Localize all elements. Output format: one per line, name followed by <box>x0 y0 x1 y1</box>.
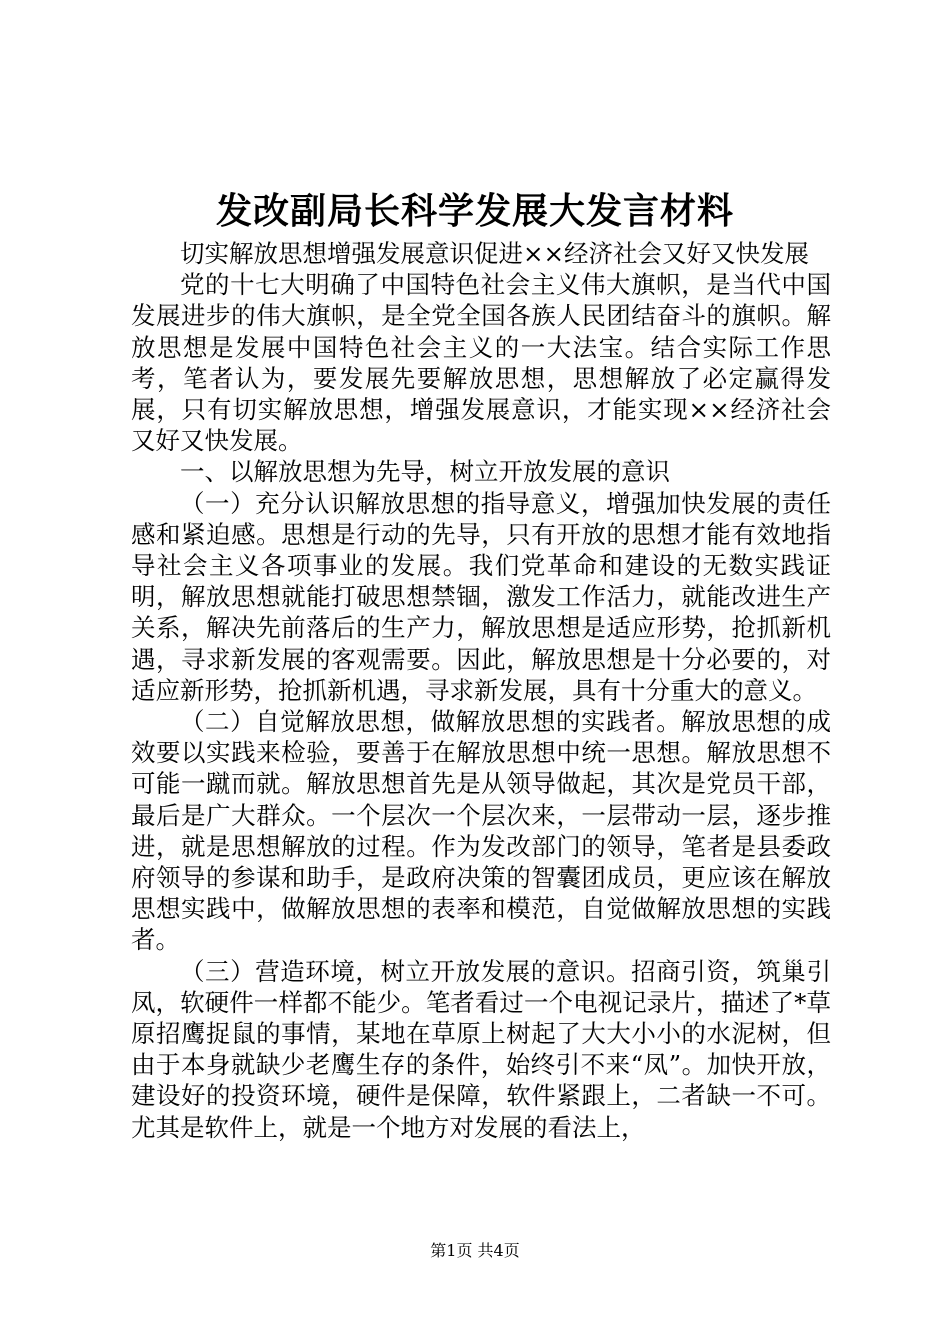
body-paragraph: （二）自觉解放思想，做解放思想的实践者。解放思想的成效要以实践来检验，要善于在解放思想中统一思想。解放思想不可能一蹴而就。解放思想首先是从领导做起，其次是党员干部，最后是广大群众。一个层次一个层次来，一层带动一层，逐步推进，就是思想解放的过程。作为发改部门的领导，笔者是县委政府领导的参谋和助手，是政府决策的智囊团成员，更应该在解放思想实践中，做解放思想的表率和模范，自觉做解放思想的实践者。 <box>131 707 831 955</box>
document-title: 发改副局长科学发展大发言材料 <box>215 190 734 232</box>
body-paragraph: （一）充分认识解放思想的指导意义，增强加快发展的责任感和紧迫感。思想是行动的先导，只有开放的思想才能有效地指导社会主义各项事业的发展。我们党革命和建设的无数实践证明，解放思想就能打破思想禁锢，激发工作活力，就能改进生产关系，解决先前落后的生产力，解放思想是适应形势，抢抓新机遇，寻求新发展的客观需要。因此，解放思想是十分必要的，对适应新形势，抢抓新机遇，寻求新发展，具有十分重大的意义。 <box>131 488 831 705</box>
document-body <box>131 238 831 1143</box>
body-paragraph: （三）营造环境，树立开放发展的意识。招商引资，筑巢引凤，软硬件一样都不能少。笔者看过一个电视记录片，描述了*草原招鹰捉鼠的事情，某地在草原上树起了大大小小的水泥树，但由于本身就缺少老鹰生存的条件，始终引不来“凤”。加快开放，建设好的投资环境，硬件是保障，软件紧跟上，二者缺一不可。尤其是软件上，就是一个地方对发展的看法上， <box>131 956 831 1142</box>
section-heading: 一、以解放思想为先导，树立开放发展的意识 <box>180 457 670 487</box>
subtitle-paragraph: 切实解放思想增强发展意识促进××经济社会又好又快发展 <box>180 239 810 268</box>
body-paragraph: 党的十七大明确了中国特色社会主义伟大旗帜，是当代中国发展进步的伟大旗帜，是全党全国各族人民团结奋斗的旗帜。解放思想是发展中国特色社会主义的一大法宝。结合实际工作思考，笔者认为，要发展先要解放思想，思想解放了必定赢得发展，只有切实解放思想，增强发展意识，才能实现××经济社会又好又快发展。 <box>131 270 831 456</box>
page-number-footer: 第1页 共4页 <box>430 1241 520 1260</box>
